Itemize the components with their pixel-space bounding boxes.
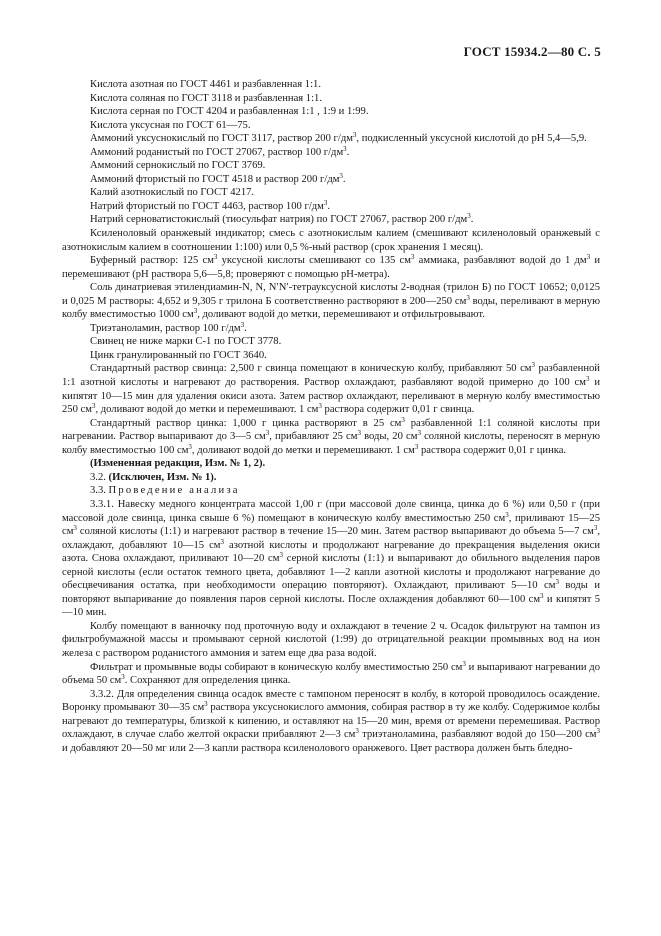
reagent-list <box>62 78 600 457</box>
paragraph <box>62 173 600 187</box>
superscript: 3 <box>466 293 470 302</box>
text-run: Стандартный раствор свинца: 2,500 г свинца помещают в коническую колбу, прибавляют 50 см <box>90 363 532 375</box>
section-3-2-text: (Исключен, Изм. № 1). <box>108 471 217 483</box>
text-run: воды, переливают в мерную колбу вместимостью 1000 см <box>62 295 600 321</box>
paragraph <box>62 119 600 133</box>
amendment-note <box>62 457 600 471</box>
paragraph <box>62 322 600 336</box>
superscript: 3 <box>505 510 509 519</box>
section-3-2 <box>62 471 600 485</box>
superscript: 3 <box>401 415 405 424</box>
paragraph <box>62 200 600 214</box>
text-run: и добавляют 20—50 мг или 2—3 капли раствора ксиленолового оранжевого. Цвет раствора должен быть бледно- <box>62 742 573 754</box>
text-run: Триэтаноламин, раствор 100 г/дм <box>90 322 241 334</box>
text-run: Калий азотнокислый по ГОСТ 4217. <box>90 187 255 199</box>
superscript: 3 <box>193 307 198 316</box>
text-run: Ксиленоловый оранжевый индикатор; смесь с азотнокислым калием (смешивают ксиленоловый оранжевый с азотнокислым калием в соотношении 1:100) или 0,5 %-ный раствор (срок хранения 1 месяц). <box>62 228 600 253</box>
superscript: 3 <box>220 537 224 546</box>
paragraph <box>62 186 600 200</box>
superscript: 3 <box>410 253 415 262</box>
superscript: 3 <box>555 578 559 587</box>
document-body <box>62 78 600 755</box>
text-run: Натрий фтористый по ГОСТ 4463, раствор 100 г/дм <box>90 200 324 212</box>
procedure-paragraph <box>62 661 600 688</box>
paragraph <box>62 105 600 119</box>
superscript: 3 <box>467 212 471 221</box>
text-run: Буферный раствор: 125 см <box>90 255 214 267</box>
text-run: Свинец не ниже марки С-1 по ГОСТ 3778. <box>90 336 282 348</box>
text-run: серной кислоты (1:1) и выпаривают до обильного выделения паров серной кислоты (если остаток темного цвета, добавляют 1—2 капли азотной кислоты и продолжают нагревание до обесцвечивания остатка, при необходимости операцию повторяют). Охлаждают, приливают 5—10 см <box>62 553 600 592</box>
text-run: , доливают водой до метки, перемешивают и отфильтровывают. <box>197 309 485 321</box>
paragraph <box>62 281 600 322</box>
paragraph <box>62 349 600 363</box>
section-3-3-number: 3.3. <box>90 485 106 497</box>
text-run: уксусной кислоты смешивают со 135 см <box>217 255 411 267</box>
superscript: 3 <box>355 727 359 736</box>
superscript: 3 <box>91 402 96 411</box>
text-run: Натрий серноватистокислый (тиосульфат натрия) по ГОСТ 27067, раствор 200 г/дм <box>90 214 468 226</box>
text-run: Цинк гранулированный по ГОСТ 3640. <box>90 349 267 361</box>
superscript: 3 <box>213 253 218 262</box>
superscript: 3 <box>323 198 328 207</box>
section-3-3-title: Проведение анализа <box>108 485 240 497</box>
superscript: 3 <box>357 429 361 438</box>
text-run: Соль динатриевая этилендиамин-N, N, N′N′-тетрауксусной кислоты 2-водная (трилон Б) по ГОСТ 10652; 0,0125 и 0,025 М растворы: 4,652 и 9,305 г трилона Б соответственно растворяют в 200—250 см <box>62 282 600 307</box>
text-run: , прибавляют 25 см <box>269 431 358 443</box>
superscript: 3 <box>585 375 590 384</box>
paragraph <box>62 146 600 160</box>
text-run: , приливают 15—25 см <box>62 512 600 538</box>
text-run: раствора уксуснокислого аммония, собирая раствор в ту же колбу. Содержимое колбы нагревают до температуры, близкой к кипению, и оставляют на 15—20 мин, время от времени перемешивая. Раствор охлаждают, в случае слабо желтой окраски прибавляют 2—3 см <box>62 702 600 741</box>
superscript: 3 <box>462 659 466 668</box>
paragraph <box>62 78 600 92</box>
text-run: воды, 20 см <box>360 431 418 443</box>
text-run: , доливают водой до метки и перемешивают. 1 см <box>191 444 415 456</box>
superscript: 3 <box>531 361 536 370</box>
superscript: 3 <box>121 673 125 682</box>
text-run: . <box>470 214 474 226</box>
text-run: воды и повторяют выпаривание до появления паров серной кислоты. После охлаждения добавляют 60—100 см <box>62 580 600 605</box>
superscript: 3 <box>279 551 283 560</box>
text-run: Аммоний фтористый по ГОСТ 4518 и раствор 200 г/дм <box>90 173 340 185</box>
paragraph <box>62 254 600 281</box>
paragraph <box>62 417 600 458</box>
text-run: Кислота серная по ГОСТ 4204 и разбавленная 1:1 , 1:9 и 1:99. <box>90 106 369 118</box>
superscript: 3 <box>339 171 343 180</box>
paragraph <box>62 213 600 227</box>
superscript: 3 <box>352 131 357 140</box>
procedure-paragraph <box>62 498 600 620</box>
text-run: Фильтрат и промывные воды собирают в коническую колбу вместимостью 250 см <box>90 661 463 673</box>
superscript: 3 <box>343 144 347 153</box>
paragraph <box>62 227 600 254</box>
text-run: , охлаждают, добавляют 10—15 см <box>62 526 600 551</box>
section-3-2-number: 3.2. <box>90 471 106 483</box>
superscript: 3 <box>265 429 270 438</box>
text-run: Аммоний сернокислый по ГОСТ 3769. <box>90 160 266 172</box>
text-run: и выпаривают нагревании до объема 50 см <box>62 661 600 687</box>
paragraph <box>62 362 600 416</box>
procedure-paragraph <box>62 688 600 756</box>
superscript: 3 <box>540 591 544 600</box>
text-run: аммиака, разбавляют водой до 1 дм <box>414 255 587 267</box>
text-run: разбавленной 1:1 соляной кислоты при нагревании. Раствор выпаривают до 3—5 см <box>62 417 600 443</box>
superscript: 3 <box>586 253 591 262</box>
section-3-3 <box>62 484 600 498</box>
analysis-procedure <box>62 498 600 755</box>
text-run: разбавленной 1:1 азотной кислоты и нагревают до растворения. Раствор охлаждают, разбавляют водой примерно до 100 см <box>62 363 600 389</box>
superscript: 3 <box>318 402 322 411</box>
superscript: 3 <box>204 700 208 709</box>
text-run: . <box>346 146 350 158</box>
text-run: Аммоний уксуснокислый по ГОСТ 3117, раствор 200 г/дм <box>90 133 353 145</box>
text-run: и перемешивают (рН раствора 5,6—5,8; проверяют с помощью рН-метра). <box>62 255 600 280</box>
text-run: , подкисленный уксусной кислотой до pH 5,4—5,9. <box>356 133 587 145</box>
superscript: 3 <box>414 442 419 451</box>
text-run: Аммоний роданистый по ГОСТ 27067, раствор 100 г/дм <box>90 146 344 158</box>
text-run: и кипятят 5—10 мин. <box>62 593 601 619</box>
text-run: Кислота соляная по ГОСТ 3118 и разбавленная 1:1. <box>90 92 322 104</box>
text-run: азотной кислоты и продолжают нагревание до прекращения выделения окиси азота. Снова охлаждают, приливают 10—20 см <box>62 539 600 565</box>
text-run: Кислота азотная по ГОСТ 4461 и разбавленная 1:1. <box>90 79 321 90</box>
text-run: 3.3.2. Для определения свинца осадок вместе с тампоном переносят в колбу, в которой проводилось осаждение. Воронку промывают 30—35 см <box>62 688 600 714</box>
paragraph <box>62 335 600 349</box>
text-run: Стандартный раствор цинка: 1,000 г цинка растворяют в 25 см <box>90 417 402 429</box>
text-run: , доливают водой до метки и перемешивают. 1 см <box>95 404 319 416</box>
text-run: 3.3.1. Навеску медного концентрата массой 1,00 г (при массовой доле свинца, цинка до 6 %) или 0,50 г (при массовой доле свинца, цинка свыше 6 %) помещают в коническую колбу вместимостью 250 см <box>62 498 600 524</box>
procedure-paragraph <box>62 620 600 661</box>
text-run: раствора содержит 0,01 г свинца. <box>321 404 475 416</box>
text-run: . Сохраняют для определения цинка. <box>124 675 291 687</box>
text-run: триэтаноламина, разбавляют водой до 150—200 см <box>358 729 597 741</box>
superscript: 3 <box>188 442 192 451</box>
superscript: 3 <box>240 320 245 329</box>
text-run: Колбу помещают в ванночку под проточную воду и охлаждают в течение 2 ч. Осадок фильтруют на тампон из фильтробумажной массы и промывают серной кислотой (1:99) до отрицательной реакции промывных вод на ион железа с раствором роданистого аммония и затем еще два раза водой. <box>62 620 600 659</box>
text-run: . <box>327 200 331 212</box>
superscript: 3 <box>593 524 598 533</box>
text-run: соляной кислоты (1:1) и нагревают раствор в течение 15—20 мин. Затем раствор выпаривают до объема 5—7 см <box>76 526 594 538</box>
superscript: 3 <box>417 429 421 438</box>
superscript: 3 <box>596 727 601 736</box>
text-run: соляной кислоты, переносят в мерную колбу вместимостью 100 см <box>62 431 600 456</box>
page-header: ГОСТ 15934.2—80 С. 5 <box>463 44 601 59</box>
text-run: Кислота уксусная по ГОСТ 61—75. <box>90 119 251 131</box>
text-run: . <box>244 322 247 334</box>
superscript: 3 <box>73 524 77 533</box>
paragraph <box>62 159 600 173</box>
paragraph <box>62 92 600 106</box>
text-run: . <box>342 173 346 185</box>
paragraph <box>62 132 600 146</box>
amendment-note-text: (Измененная редакция, Изм. № 1, 2). <box>90 458 266 470</box>
text-run: и кипятят 10—15 мин для удаления окиси азота. Затем раствор охлаждают, переливают в мерную колбу вместимостью 250 см <box>62 377 600 416</box>
text-run: раствора содержит 0,01 г цинка. <box>418 444 567 456</box>
